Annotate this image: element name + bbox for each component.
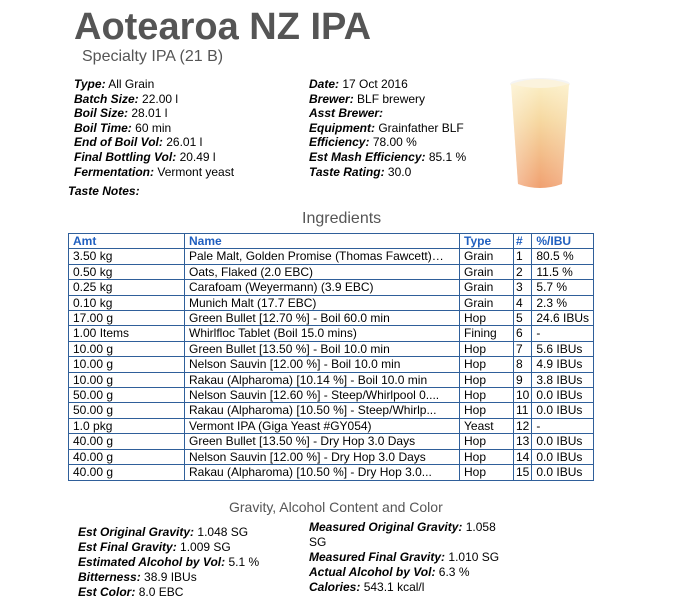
cell-name: Nelson Sauvin [12.00 %] - Boil 10.0 min [185,357,460,372]
cell-name: Rakau (Alpharoma) [10.50 %] - Dry Hop 3.0... [185,465,460,480]
cell-amount: 10.00 g [69,357,185,372]
column-header-percent-ibu: %/IBU [532,234,594,249]
cell-number: 9 [514,372,532,387]
field-est-original-gravity: Est Original Gravity: 1.048 SG [78,525,249,539]
field-final-bottling-vol: Final Bottling Vol: 20.49 l [74,150,216,164]
cell-amount: 0.25 kg [69,280,185,295]
cell-amount: 0.50 kg [69,264,185,279]
ingredient-row [69,372,594,387]
ingredient-row [69,357,594,372]
field-equipment: Equipment: Grainfather BLF [309,121,464,135]
field-est-alcohol-by-vol: Estimated Alcohol by Vol: 5.1 % [78,555,260,569]
cell-number: 11 [514,403,532,418]
ingredient-row [69,311,594,326]
cell-percent-ibu: 0.0 IBUs [532,403,594,418]
beer-glass-icon [505,72,575,194]
cell-name: Nelson Sauvin [12.00 %] - Dry Hop 3.0 Days [185,449,460,464]
cell-percent-ibu: 0.0 IBUs [532,434,594,449]
recipe-title: Aotearoa NZ IPA [74,6,372,48]
ingredients-heading: Ingredients [302,210,382,227]
cell-name: Oats, Flaked (2.0 EBC) [185,264,460,279]
cell-number: 10 [514,388,532,403]
field-est-final-gravity: Est Final Gravity: 1.009 SG [78,540,231,554]
cell-name: Nelson Sauvin [12.60 %] - Steep/Whirlpool 0.... [185,388,460,403]
cell-amount: 50.00 g [69,388,185,403]
cell-amount: 0.10 kg [69,295,185,310]
cell-percent-ibu: 24.6 IBUs [532,311,594,326]
cell-type: Hop [460,403,514,418]
column-header-type: Type [460,234,514,249]
field-batch-size: Batch Size: 22.00 l [74,92,179,106]
cell-type: Hop [460,341,514,356]
ingredient-row [69,388,594,403]
cell-type: Hop [460,357,514,372]
cell-amount: 17.00 g [69,311,185,326]
field-efficiency: Efficiency: 78.00 % [309,135,417,149]
cell-type: Hop [460,449,514,464]
field-actual-alcohol-by-vol: Actual Alcohol by Vol: 6.3 % [309,565,470,579]
cell-amount: 1.0 pkg [69,418,185,433]
field-end-of-boil-vol: End of Boil Vol: 26.01 l [74,135,203,149]
column-header-amt: Amt [69,234,185,249]
cell-name: Pale Malt, Golden Promise (Thomas Fawcett)… [185,249,460,264]
cell-amount: 3.50 kg [69,249,185,264]
cell-number: 1 [514,249,532,264]
ingredients-table [68,233,594,481]
column-header-name: Name [185,234,460,249]
ingredient-row [69,264,594,279]
cell-type: Grain [460,249,514,264]
cell-type: Hop [460,388,514,403]
recipe-style: Specialty IPA (21 B) [82,48,224,65]
cell-type: Fining [460,326,514,341]
cell-percent-ibu: 4.9 IBUs [532,357,594,372]
cell-amount: 40.00 g [69,449,185,464]
cell-name: Carafoam (Weyermann) (3.9 EBC) [185,280,460,295]
field-asst-brewer: Asst Brewer: [309,106,384,120]
cell-type: Hop [460,465,514,480]
cell-percent-ibu: 2.3 % [532,295,594,310]
cell-name: Vermont IPA (Giga Yeast #GY054) [185,418,460,433]
field-calories: Calories: 543.1 kcal/l [309,580,425,594]
ingredient-row [69,418,594,433]
cell-percent-ibu: 3.8 IBUs [532,372,594,387]
cell-percent-ibu: 0.0 IBUs [532,388,594,403]
cell-percent-ibu: - [532,326,594,341]
cell-name: Rakau (Alpharoma) [10.50 %] - Steep/Whirlp... [185,403,460,418]
field-fermentation: Fermentation: Vermont yeast [74,165,235,179]
cell-amount: 40.00 g [69,465,185,480]
cell-percent-ibu: - [532,418,594,433]
ingredient-row [69,434,594,449]
cell-number: 13 [514,434,532,449]
cell-percent-ibu: 0.0 IBUs [532,449,594,464]
cell-name: Green Bullet [13.50 %] - Boil 10.0 min [185,341,460,356]
cell-amount: 10.00 g [69,372,185,387]
cell-amount: 50.00 g [69,403,185,418]
cell-amount: 1.00 Items [69,326,185,341]
field-brewer: Brewer: BLF brewery [309,92,426,106]
cell-type: Yeast [460,418,514,433]
ingredients-header-row [69,234,594,249]
field-measured-final-gravity: Measured Final Gravity: 1.010 SG [309,550,500,564]
ingredient-row [69,341,594,356]
field-taste-notes: Taste Notes: [68,184,140,198]
ingredient-row [69,249,594,264]
cell-percent-ibu: 5.7 % [532,280,594,295]
ingredient-row [69,280,594,295]
cell-type: Grain [460,264,514,279]
cell-number: 7 [514,341,532,356]
column-header-number: # [514,234,532,249]
cell-type: Hop [460,372,514,387]
cell-type: Grain [460,280,514,295]
ingredient-row [69,449,594,464]
field-boil-time: Boil Time: 60 min [74,121,172,135]
gravity-heading: Gravity, Alcohol Content and Color [229,499,443,515]
ingredient-row [69,403,594,418]
field-boil-size: Boil Size: 28.01 l [74,106,168,120]
cell-number: 4 [514,295,532,310]
cell-percent-ibu: 5.6 IBUs [532,341,594,356]
field-type: Type: All Grain [74,77,155,91]
cell-name: Munich Malt (17.7 EBC) [185,295,460,310]
cell-number: 8 [514,357,532,372]
cell-number: 12 [514,418,532,433]
ingredient-row [69,295,594,310]
field-bitterness: Bitterness: 38.9 IBUs [78,570,197,584]
field-measured-original-gravity: Measured Original Gravity: 1.058 [309,520,496,534]
cell-type: Hop [460,311,514,326]
ingredient-row [69,326,594,341]
cell-percent-ibu: 11.5 % [532,264,594,279]
field-taste-rating: Taste Rating: 30.0 [309,165,412,179]
cell-amount: 40.00 g [69,434,185,449]
field-date: Date: 17 Oct 2016 [309,77,408,91]
cell-number: 5 [514,311,532,326]
cell-name: Green Bullet [13.50 %] - Dry Hop 3.0 Days [185,434,460,449]
cell-type: Grain [460,295,514,310]
cell-type: Hop [460,434,514,449]
cell-name: Whirlfloc Tablet (Boil 15.0 mins) [185,326,460,341]
cell-number: 14 [514,449,532,464]
cell-percent-ibu: 0.0 IBUs [532,465,594,480]
ingredient-row [69,465,594,480]
cell-name: Green Bullet [12.70 %] - Boil 60.0 min [185,311,460,326]
cell-name: Rakau (Alpharoma) [10.14 %] - Boil 10.0 min [185,372,460,387]
cell-number: 6 [514,326,532,341]
field-est-color: Est Color: 8.0 EBC [78,585,184,599]
cell-number: 15 [514,465,532,480]
field-est-mash-efficiency: Est Mash Efficiency: 85.1 % [309,150,467,164]
cell-amount: 10.00 g [69,341,185,356]
field-measured-original-gravity-unit: SG [309,535,327,549]
cell-number: 2 [514,264,532,279]
cell-number: 3 [514,280,532,295]
cell-percent-ibu: 80.5 % [532,249,594,264]
